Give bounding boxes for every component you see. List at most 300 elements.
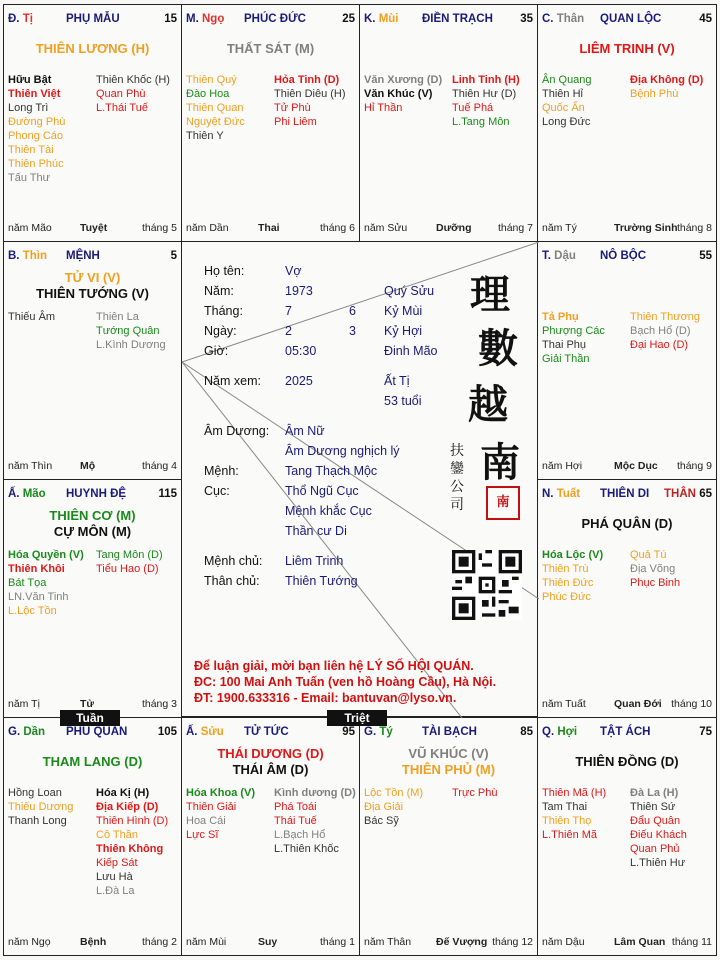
minor-star: Điếu Khách [630,829,687,841]
palace-branch [542,488,580,500]
footer-phase: Trường Sinh [614,222,678,234]
palace-footer [542,222,712,235]
minor-star: Hóa Khoa (V) [186,787,256,799]
minor-star: Cô Thần [96,829,138,841]
palace-footer [8,460,177,473]
minor-star: Long Đức [542,116,591,128]
am-duong-ly: Âm Dương nghịch lý [285,444,400,458]
than-chu-value: Thiên Tướng [285,574,358,588]
footer-year: năm Tị [8,698,40,710]
footer-year: năm Mùi [186,936,227,948]
center-info-panel [181,241,538,717]
minor-star: L.Lộc Tồn [8,605,57,617]
left-star-list [364,786,423,828]
left-star-list [8,73,65,185]
footer-month: tháng 2 [141,936,177,948]
gio-can-chi: Đinh Mão [384,344,438,358]
palace-number: 75 [699,726,712,738]
palace-number: 35 [520,13,533,25]
palace-name: PHÚC ĐỨC [244,13,306,25]
ngay-am-lich: 3 [349,324,356,338]
palace-branch [542,250,576,262]
main-star: THIÊN PHỦ (M) [401,762,496,777]
left-star-list [542,786,606,842]
contact-line-1: Để luận giải, mời bạn liên hệ LÝ SỐ HỘI QUÁN. [194,659,474,673]
left-star-list [8,548,84,618]
calligraphy-char-1: 理 [470,271,510,318]
right-star-list [452,73,520,129]
palace-header [8,726,177,740]
earthly-branch: Ngọ [201,13,225,25]
main-star: PHÁ QUÂN (D) [581,516,673,531]
footer-year: năm Tuất [542,698,586,710]
minor-star: L.Thiên Hư [630,857,686,869]
earthly-branch: Mão [22,488,46,500]
minor-star: L.Bạch Hổ [274,829,326,841]
thang-duong-lich: 7 [285,304,292,318]
left-star-list [8,310,55,324]
palace-name: TÀI BẠCH [422,726,477,738]
palace-number: 55 [699,250,712,262]
palace-header [8,250,177,264]
palace-header [8,13,177,27]
footer-phase: Lâm Quan [614,936,666,948]
main-star: THIÊN LƯƠNG (H) [35,41,150,56]
minor-star: Đẩu Quân [630,815,681,827]
palace-branch [8,488,46,500]
palace-tuat[interactable] [537,479,717,718]
palace-dau[interactable] [537,241,717,480]
nam-xem-value: 2025 [285,374,313,388]
palace-name: THIÊN DI [600,488,650,500]
main-star: THÁI DƯƠNG (D) [217,746,324,761]
palace-hoi[interactable] [537,717,717,956]
minor-star: Trực Phù [452,787,498,799]
minor-star: Địa Võng [630,563,676,575]
palace-than[interactable] [537,4,717,242]
small-calligraphy [450,442,466,514]
minor-star: Lưu Hà [96,871,133,883]
minor-star: Hóa Kị (H) [96,787,150,799]
palace-branch [542,13,584,25]
footer-phase: Dưỡng [436,222,472,234]
cuc-value: Thổ Ngũ Cục [285,484,359,498]
right-star-list [630,310,700,352]
minor-star: LN.Văn Tinh [8,591,69,603]
footer-phase: Thai [258,222,280,234]
footer-phase: Tuyệt [80,222,108,234]
palace-name: MỆNH [66,250,100,262]
footer-phase: Quan Đới [614,698,662,710]
heavenly-stem: Q. [542,726,558,738]
minor-star: Thiên Hỉ [542,88,583,100]
minor-star: Phúc Đức [542,591,591,603]
earthly-branch: Hợi [557,726,578,738]
minor-star: Thiếu Dương [8,801,74,813]
palace-footer [542,698,712,711]
minor-star: Đường Phù [8,116,66,128]
cuc-relation: Mệnh khắc Cục [285,504,372,518]
minor-star: Phi Liêm [274,116,317,128]
minor-star: Kình dương (D) [274,787,356,799]
ho-ten-label: Họ tên: [204,264,245,278]
footer-month: tháng 11 [671,936,712,948]
main-star: THIÊN CƠ (M) [49,508,136,523]
palace-number: 5 [170,250,177,262]
earthly-branch: Thìn [22,250,47,262]
right-star-list [96,73,170,115]
thang-label: Tháng: [204,304,243,318]
main-star: THÁI ÂM (D) [232,762,309,777]
palace-footer [8,936,177,949]
palace-name: NÔ BỘC [600,250,646,262]
palace-header [542,488,712,502]
gio-value: 05:30 [285,344,317,358]
earthly-branch: Sửu [200,726,224,738]
minor-star: Thiên Sứ [630,801,676,813]
footer-month: tháng 10 [671,698,712,710]
minor-star: Tướng Quân [96,325,160,337]
minor-star: Thai Phụ [542,339,587,351]
palace-header [364,726,533,740]
palace-branch [8,726,45,738]
main-star: THIÊN TƯỚNG (V) [36,286,149,301]
footer-month: tháng 4 [141,460,177,472]
footer-year: năm Mão [8,222,52,234]
earthly-branch: Mùi [378,13,399,25]
minor-star: Thiên Y [186,130,224,142]
footer-month: tháng 5 [141,222,177,234]
minor-star: Bệnh Phù [630,88,679,100]
right-star-list [96,786,168,898]
minor-star: Lực Sĩ [186,829,219,841]
palace-number: 115 [158,488,177,500]
minor-star: Đào Hoa [186,88,230,100]
footer-month: tháng 6 [319,222,355,234]
minor-star: Giải Thần [542,353,590,365]
minor-star: L.Thiên Mã [542,829,598,841]
palace-footer [364,222,533,235]
calligraphy-char-3: 越 [468,381,508,428]
nam-can-chi: Quý Sửu [384,284,435,298]
minor-star: L.Đà La [96,885,135,897]
right-star-list [630,73,703,101]
than-marker: THÂN [664,488,696,500]
minor-star: Quan Phủ [630,843,680,855]
palace-footer [186,936,355,949]
minor-star: Hỉ Thần [364,102,403,114]
heavenly-stem: Ấ. [8,488,23,500]
palace-mao[interactable] [3,479,182,718]
than-chu-label: Thân chủ: [204,574,260,588]
footer-year: năm Dậu [542,936,585,948]
minor-star: Hoa Cái [186,815,226,827]
minor-star: Thiên Quý [186,74,237,86]
heavenly-stem: G. [364,726,380,738]
minor-star: Phá Toái [274,801,317,813]
nam-xem-label: Năm xem: [204,374,261,388]
minor-star: Phong Cáo [8,130,64,142]
red-seal-stamp: 南 [486,486,520,520]
minor-star: Phượng Các [542,325,605,337]
minor-star: Đà La (H) [630,787,679,799]
minor-star: Bát Tọa [8,577,47,589]
minor-star: Thiếu Âm [8,311,56,323]
footer-year: năm Dần [186,222,229,234]
minor-star: Thiên Thương [630,311,701,323]
minor-star: Hữu Bật [8,74,52,86]
small-calli-2: 鑾 [450,461,464,477]
minor-star: Thiên Giải [186,801,237,813]
palace-number: 15 [164,13,177,25]
ngay-duong-lich: 2 [285,324,292,338]
left-star-list [186,786,255,842]
minor-star: Địa Giải [364,801,404,813]
heavenly-stem: K. [364,13,379,25]
palace-branch [186,726,224,738]
menh-value: Tang Thạch Mộc [285,464,378,478]
small-calli-3: 公 [450,479,464,495]
footer-year: năm Ngọ [8,936,51,948]
heavenly-stem: T. [542,250,555,262]
minor-star: Thiên Đức [542,577,594,589]
palace-branch [8,13,33,25]
palace-branch [364,726,393,738]
palace-name: PHỤ MẪU [66,13,120,25]
nam-xem-can-chi: Ất Tị [384,374,410,388]
palace-ti[interactable] [3,4,182,242]
minor-star: Văn Xương (D) [364,74,443,86]
right-star-list [630,548,680,590]
palace-name: PHU QUÂN [66,726,128,738]
minor-star: Hồng Loan [8,787,62,799]
minor-star: Tả Phụ [542,311,579,323]
palace-number: 95 [342,726,355,738]
minor-star: Phục Binh [630,577,681,589]
gio-label: Giờ: [204,344,229,358]
footer-phase: Tử [80,698,95,710]
minor-star: Thanh Long [8,815,67,827]
triet-tag: Triệt [327,710,387,726]
minor-star: L.Kình Dương [96,339,166,351]
ho-ten-value: Vợ [285,264,302,278]
palace-footer [186,222,355,235]
left-star-list [8,786,73,828]
thang-am-lich: 6 [349,304,356,318]
minor-star: Hóa Quyền (V) [8,549,84,561]
heavenly-stem: C. [542,13,557,25]
left-star-list [542,73,592,129]
earthly-branch: Dần [23,726,46,738]
right-star-list [630,786,687,870]
palace-thin[interactable] [3,241,182,480]
right-star-list [96,310,166,352]
thang-can-chi: Kỷ Mùi [384,304,423,318]
footer-year: năm Thìn [8,460,53,472]
main-star: THẤT SÁT (M) [226,41,315,56]
minor-star: Quốc Ấn [542,102,585,114]
minor-star: Thiên Tài [8,144,54,156]
earthly-branch: Tị [22,13,33,25]
palace-name: TỬ TỨC [244,726,289,738]
footer-year: năm Hợi [542,460,583,472]
menh-chu-value: Liêm Trinh [285,554,344,568]
minor-star: Tam Thai [542,801,588,813]
footer-year: năm Thân [364,936,412,948]
minor-star: Thiên Hư (D) [452,88,517,100]
main-star: TỬ VI (V) [64,270,121,285]
minor-star: Kiếp Sát [96,857,138,869]
footer-phase: Mộc Dục [614,460,658,472]
am-duong-label: Âm Dương: [204,424,270,438]
footer-month: tháng 8 [676,222,712,234]
tuan-tag: Tuần [60,710,120,726]
minor-star: Thiên Khốc (H) [96,74,170,86]
right-star-list [96,548,163,576]
palace-name: HUYNH ĐỆ [66,488,127,500]
small-calli-1: 扶 [450,443,464,459]
earthly-branch: Tý [379,726,393,738]
palace-branch [542,726,577,738]
minor-star: Bạch Hổ (D) [630,325,691,337]
heavenly-stem: Ấ. [186,726,201,738]
main-star: LIÊM TRINH (V) [579,41,675,56]
minor-star: Văn Khúc (V) [364,88,433,100]
minor-star: Tuế Phá [452,102,494,114]
nam-value: 1973 [285,284,313,298]
footer-phase: Bệnh [80,936,107,948]
palace-ty[interactable] [359,717,538,956]
heavenly-stem: M. [186,13,202,25]
contact-line-2: ĐC: 100 Mai Anh Tuấn (ven hồ Hoàng Cầu), Hà Nội. [194,675,497,689]
than-cu: Thần cư Di [285,524,347,538]
palace-number: 105 [157,726,177,738]
footer-month: tháng 1 [319,936,355,948]
footer-phase: Đế Vượng [436,936,488,948]
palace-footer [364,936,533,949]
minor-star: Thiên Quan [186,102,244,114]
calligraphy-char-2: 數 [478,325,518,372]
minor-star: Thiên Thọ [542,815,592,827]
minor-star: Thiên Không [96,843,164,855]
palace-footer [542,936,712,949]
heavenly-stem: B. [8,250,23,262]
calligraphy-char-4: 南 [480,439,520,486]
heavenly-stem: N. [542,488,557,500]
minor-star: L.Thái Tuế [96,102,148,114]
footer-phase: Suy [258,936,278,948]
palace-header [8,488,177,502]
palace-branch [8,250,47,262]
cuc-label: Cục: [204,484,230,498]
minor-star: Thái Tuế [274,815,317,827]
minor-star: Tấu Thư [8,172,51,184]
tuoi-value: 53 tuổi [384,394,422,408]
palace-name: ĐIỀN TRẠCH [422,13,493,25]
palace-branch [364,13,399,25]
footer-month: tháng 3 [141,698,177,710]
minor-star: Địa Không (D) [630,74,704,86]
minor-star: Địa Kiếp (D) [96,801,159,813]
palace-header [364,13,533,27]
palace-mui[interactable] [359,4,538,242]
small-calli-4: 司 [450,497,464,513]
minor-star: Hóa Lộc (V) [542,549,604,561]
qr-code-icon[interactable] [452,550,522,620]
minor-star: Tiểu Hao (D) [96,563,159,575]
heavenly-stem: Đ. [8,13,23,25]
palace-footer [542,460,712,473]
palace-name: QUAN LỘC [600,13,662,25]
right-star-list [274,73,346,129]
minor-star: Ân Quang [542,74,592,86]
palace-branch [186,13,224,25]
palace-number: 25 [342,13,355,25]
minor-star: Thiên Việt [8,88,61,100]
minor-star: Bác Sỹ [364,815,399,827]
palace-header [186,726,355,740]
minor-star: Lộc Tồn (M) [364,787,424,799]
main-star: VŨ KHÚC (V) [408,746,489,761]
main-star: CỰ MÔN (M) [53,524,132,539]
left-star-list [364,73,442,115]
minor-star: Thiên Phúc [8,158,64,170]
main-star: THIÊN ĐỒNG (D) [575,754,679,769]
heavenly-stem: G. [8,726,24,738]
palace-number: 85 [520,726,533,738]
minor-star: Long Trì [8,102,49,114]
left-star-list [542,310,605,366]
right-star-list [274,786,356,856]
palace-footer [8,222,177,235]
footer-year: năm Sửu [364,222,408,234]
palace-header [542,726,712,740]
palace-number: 65 [699,488,712,500]
nam-label: Năm: [204,284,234,298]
palace-dan[interactable] [3,717,182,956]
am-duong-value: Âm Nữ [285,424,325,438]
ngay-can-chi: Kỷ Hợi [384,324,423,338]
palace-number: 45 [699,13,712,25]
palace-header [542,13,712,27]
main-star: THAM LANG (D) [42,754,143,769]
footer-year: năm Tý [542,222,577,234]
minor-star: Quả Tú [630,549,667,561]
minor-star: Tang Môn (D) [96,549,163,561]
right-star-list [452,786,497,800]
minor-star: Quan Phù [96,88,146,100]
contact-line-3[interactable]: ĐT: 1900.633316 - Email: bantuvan@lyso.vn. [194,691,457,705]
minor-star: Thiên Hình (D) [96,815,169,827]
minor-star: Thiên Mã (H) [542,787,607,799]
minor-star: Hỏa Tinh (D) [274,74,340,86]
left-star-list [542,548,603,604]
minor-star: Tử Phù [274,102,311,114]
minor-star: Thiên Diêu (H) [274,88,346,100]
menh-label: Mệnh: [204,464,239,478]
left-star-list [186,73,245,143]
footer-month: tháng 7 [497,222,533,234]
palace-header [186,13,355,27]
palace-ngo[interactable] [181,4,360,242]
footer-month: tháng 9 [676,460,712,472]
minor-star: Nguyệt Đức [186,116,245,128]
minor-star: Linh Tinh (H) [452,74,520,86]
earthly-branch: Thân [556,13,585,25]
minor-star: Thiên La [96,311,139,323]
palace-suu[interactable] [181,717,360,956]
minor-star: L.Thiên Khốc [274,843,339,855]
